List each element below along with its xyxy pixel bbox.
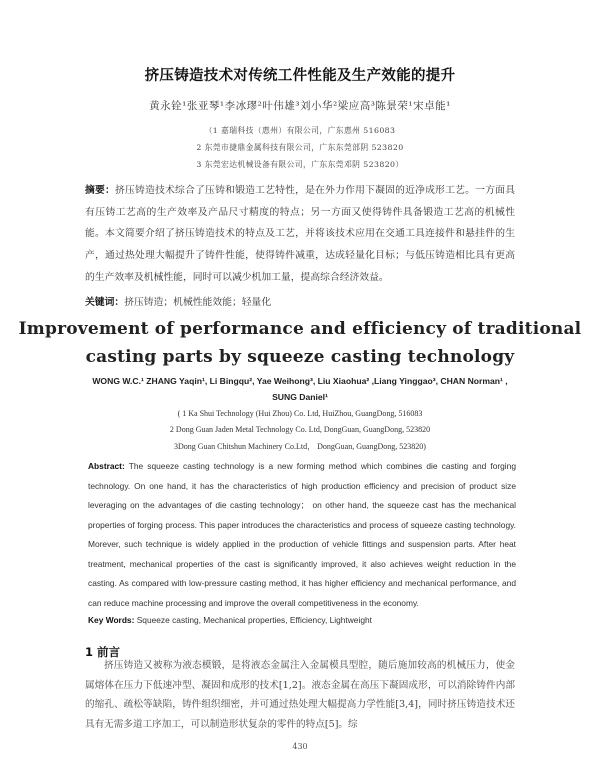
english-keywords-label: Key Words:	[88, 615, 135, 625]
english-affiliation-2: 2 Dong Guan Jaden Metal Technology Co. Ltd, DongGuan, GuangDong, 523820	[169, 425, 431, 434]
section-heading: 1 前言	[85, 645, 121, 659]
chinese-keywords-label: 关键词：	[85, 297, 125, 308]
chinese-abstract	[85, 180, 515, 289]
english-abstract-text: The squeeze casting technology is a new forming method which combines die casting and forging technology. On one hand, it has the characteristics of high production efficiency and precision of product size leveraging on the advantages of die casting technology； on other hand, the squeeze cast has the mechanical properties of forging process. This paper introduces the characteristics and process of squeeze casting technology. Morever, such technique is widely applied in the production of vehicle fittings and suspension parts. After heat treatment, mechanical properties of the cast is significantly improved, it also achieves weight reduction in the casting. As compared with low-pressure casting method, it has higher efficiency and mechanical performance, and can reduce machine processing and improve the overall competitiveness in the economy.	[88, 461, 516, 608]
english-title-line-2: casting parts by squeeze casting technology	[85, 347, 515, 367]
english-keywords	[88, 611, 516, 631]
page-number: 430	[292, 742, 308, 751]
english-keywords-text: Squeeze casting, Mechanical properties, Efficiency, Lightweight	[136, 615, 372, 625]
english-abstract	[88, 457, 516, 613]
chinese-affiliation-3: 3 东莞宏达机械设备有限公司，广东东莞邓阴 523820）	[196, 160, 404, 169]
english-abstract-label: Abstract:	[88, 461, 125, 471]
chinese-abstract-text: 挤压铸造技术综合了压铸和锻造工艺特性，是在外力作用下凝固的近净成形工艺。一方面具有压铸工艺高的生产效率及产品尺寸精度的特点；另一方面又使得铸件具备锻造工艺高的机械性能。本文简要介绍了挤压铸造技术的特点及工艺，并将该技术应用在交通工具连接件和悬挂件的生产，通过热处理大幅提升了铸件性能，使得铸件减重，达成轻量化目标；与低压铸造相比具有更高的生产效率及机械性能，同时可以减少机加工量，提高综合经济效益。	[85, 185, 516, 283]
english-authors: WONG W.C.¹ ZHANG Yaqin¹, Li Bingqu², Yae Weihong³, Liu Xiaohua² ,Liang Yinggao³, CHAN Norman¹ , SUNG Daniel¹	[92, 376, 508, 402]
english-title-line-1: Improvement of performance and efficiency of traditional	[18, 319, 582, 339]
chinese-abstract-label: 摘要：	[85, 185, 116, 196]
chinese-keywords-text: 挤压铸造；机械性能效能；轻量化	[124, 297, 272, 308]
english-affiliation-1: ( 1 Ka Shui Technology (Hui Zhou) Co. Ltd, HuiZhou, GuangDong, 516083	[177, 409, 423, 418]
chinese-affiliation-2: 2 东莞市捷鼎金属科技有限公司，广东东莞部阴 523820	[196, 143, 404, 152]
chinese-affiliation-1: （1 嘉瑞科技（惠州）有限公司，广东惠州 516083	[204, 126, 396, 135]
chinese-keywords	[85, 292, 515, 314]
introduction-paragraph: 挤压铸造又被称为液态模锻，是将液态金属注入金属模具型腔，随后施加较高的机械压力，使金属熔体在压力下低速冲型、凝固和成形的技术[1,2]。液态金属在高压下凝固成形，可以消除铸件内部的缩孔、疏松等缺陷，铸件组织细密，并可通过热处理大幅提高力学性能[3,4]，同时挤压铸造技术还具有无需多道工序加工，可以制造形状复杂的零件的特点[5]。综	[85, 660, 515, 730]
chinese-authors: 黄永铨¹张亚琴¹李冰璆²叶伟雄³刘小华²梁应高³陈景荣¹宋卓能¹	[149, 100, 451, 112]
english-affiliation-3: 3Dong Guan Chitshun Machinery Co.Ltd， DongGuan, GuangDong, 523820)	[174, 442, 426, 451]
chinese-title: 挤压铸造技术对传统工件性能及生产效能的提升	[144, 68, 456, 84]
